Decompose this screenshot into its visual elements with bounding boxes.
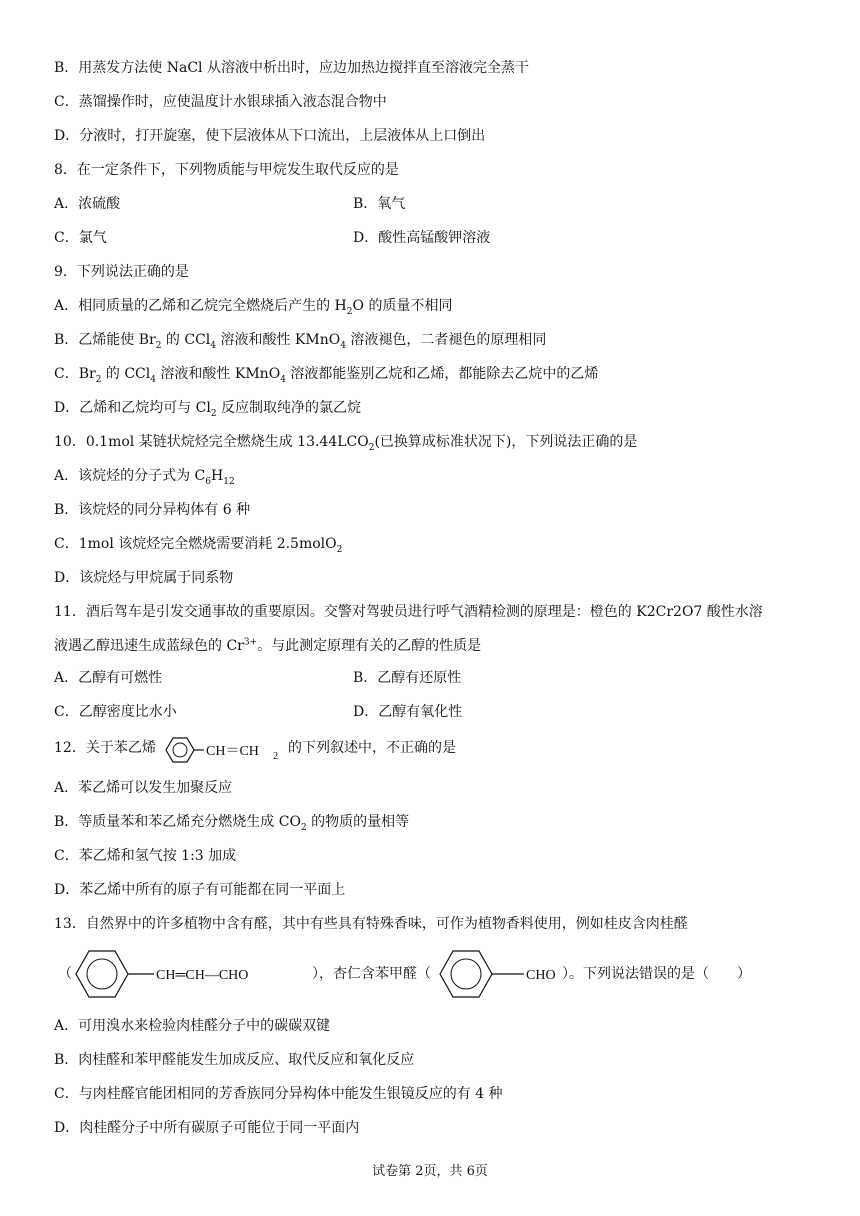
option-8a: A．浓硫酸 bbox=[54, 196, 121, 212]
option-10a: A．该烷烃的分子式为 $C_6H_{12}$ bbox=[54, 468, 235, 487]
svg-text:2: 2 bbox=[273, 751, 278, 762]
option-8d: D．酸性高锰酸钾溶液 bbox=[353, 230, 491, 246]
option-9d: D．乙烯和乙烷均可与 $Cl_2$ 反应制取纯净的氯乙烷 bbox=[54, 400, 362, 419]
option-12c: C．苯乙烯和氢气按 1:3 加成 bbox=[54, 848, 237, 864]
option-8c: C．氯气 bbox=[54, 230, 107, 246]
option-9b: B．乙烯能使 $Br_2$ 的 CCl$_4$ 溶液和酸性 KMnO$_4$ 溶液褪色，二者褪色的原理相同 bbox=[54, 332, 547, 351]
question-13-mid: ），杏仁含苯甲醛（ bbox=[312, 966, 431, 982]
question-12-intro: 12．关于苯乙烯 bbox=[54, 740, 156, 756]
option-13d: D．肉桂醛分子中所有碳原子可能位于同一平面内 bbox=[54, 1120, 360, 1136]
option-10b: B．该烷烃的同分异构体有 6 种 bbox=[54, 502, 251, 518]
option-10d: D．该烷烃与甲烷属于同系物 bbox=[54, 570, 234, 586]
option-13b: B．肉桂醛和苯甲醛能发生加成反应、取代反应和氧化反应 bbox=[54, 1052, 415, 1068]
question-12-rest: 的下列叙述中，不正确的是 bbox=[288, 740, 456, 756]
option-8b: B．氧气 bbox=[353, 196, 406, 212]
question-8: 8．在一定条件下，下列物质能与甲烷发生取代反应的是 bbox=[54, 162, 399, 178]
option-9a: A．相同质量的乙烯和乙烷完全燃烧后产生的 $H_2O$ 的质量不相同 bbox=[54, 298, 453, 317]
option-12a: A．苯乙烯可以发生加聚反应 bbox=[54, 780, 233, 796]
question-10: 10．0.1mol 某链状烷烃完全燃烧生成 $13.44LCO_2$(已换算成标准状况下)，下列说法正确的是 bbox=[54, 434, 638, 453]
question-9: 9．下列说法正确的是 bbox=[54, 264, 189, 280]
option-13a: A．可用溴水来检验肉桂醛分子中的碳碳双键 bbox=[54, 1018, 331, 1034]
option-9c: C．$Br_2$ 的 CCl$_4$ 溶液和酸性 KMnO$_4$ 溶液都能鉴别乙烷和乙烯，都能除去乙烷中的乙烯 bbox=[54, 366, 599, 385]
option-12d: D．苯乙烯中所有的原子有可能都在同一平面上 bbox=[54, 882, 346, 898]
option-11c: C．乙醇密度比水小 bbox=[54, 704, 177, 720]
option-7b: B．用蒸发方法使 NaCl 从溶液中析出时，应边加热边搅拌直至溶液完全蒸干 bbox=[54, 60, 529, 76]
option-10c: C．1mol 该烷烃完全燃烧需要消耗 2.5molO$_2$ bbox=[54, 536, 343, 555]
option-7c: C．蒸馏操作时，应使温度计水银球插入液态混合物中 bbox=[54, 94, 387, 110]
question-11-line1: 11．酒后驾车是引发交通事故的重要原因。交警对驾驶员进行呼气酒精检测的原理是：橙色的 K2Cr2O7 酸性水溶 bbox=[54, 604, 763, 620]
option-7d: D．分液时，打开旋塞，使下层液体从下口流出，上层液体从上口倒出 bbox=[54, 128, 486, 144]
page-footer: 试卷第 2页，共 6页 bbox=[372, 1164, 488, 1179]
cinnamaldehyde-structure bbox=[72, 946, 312, 1002]
option-12b: B．等质量苯和苯乙烯充分燃烧生成 $CO_2$ 的物质的量相等 bbox=[54, 814, 410, 833]
question-13: 13．自然界中的许多植物中含有醛，其中有些具有特殊香味，可作为植物香料使用，例如桂皮含肉桂醛 bbox=[54, 916, 688, 932]
option-11b: B．乙醇有还原性 bbox=[353, 670, 462, 686]
option-13c: C．与肉桂醛官能团相同的芳香族同分异构体中能发生银镜反应的有 4 种 bbox=[54, 1086, 503, 1102]
benzaldehyde-structure bbox=[436, 946, 576, 1002]
question-11-line2: 液遇乙醇迅速生成蓝绿色的 $Cr^{3+}$。与此测定原理有关的乙醇的性质是 bbox=[54, 637, 482, 654]
question-13-end: ）。下列说法错误的是（ ） bbox=[562, 966, 751, 982]
option-11d: D．乙醇有氧化性 bbox=[353, 704, 463, 720]
option-11a: A．乙醇有可燃性 bbox=[54, 670, 163, 686]
question-13-paren-open: （ bbox=[58, 966, 72, 982]
svg-text:CH＝CH: CH＝CH bbox=[206, 744, 259, 759]
svg-text:CH═CH—CHO: CH═CH—CHO bbox=[156, 968, 249, 983]
svg-text:CHO: CHO bbox=[526, 968, 556, 983]
